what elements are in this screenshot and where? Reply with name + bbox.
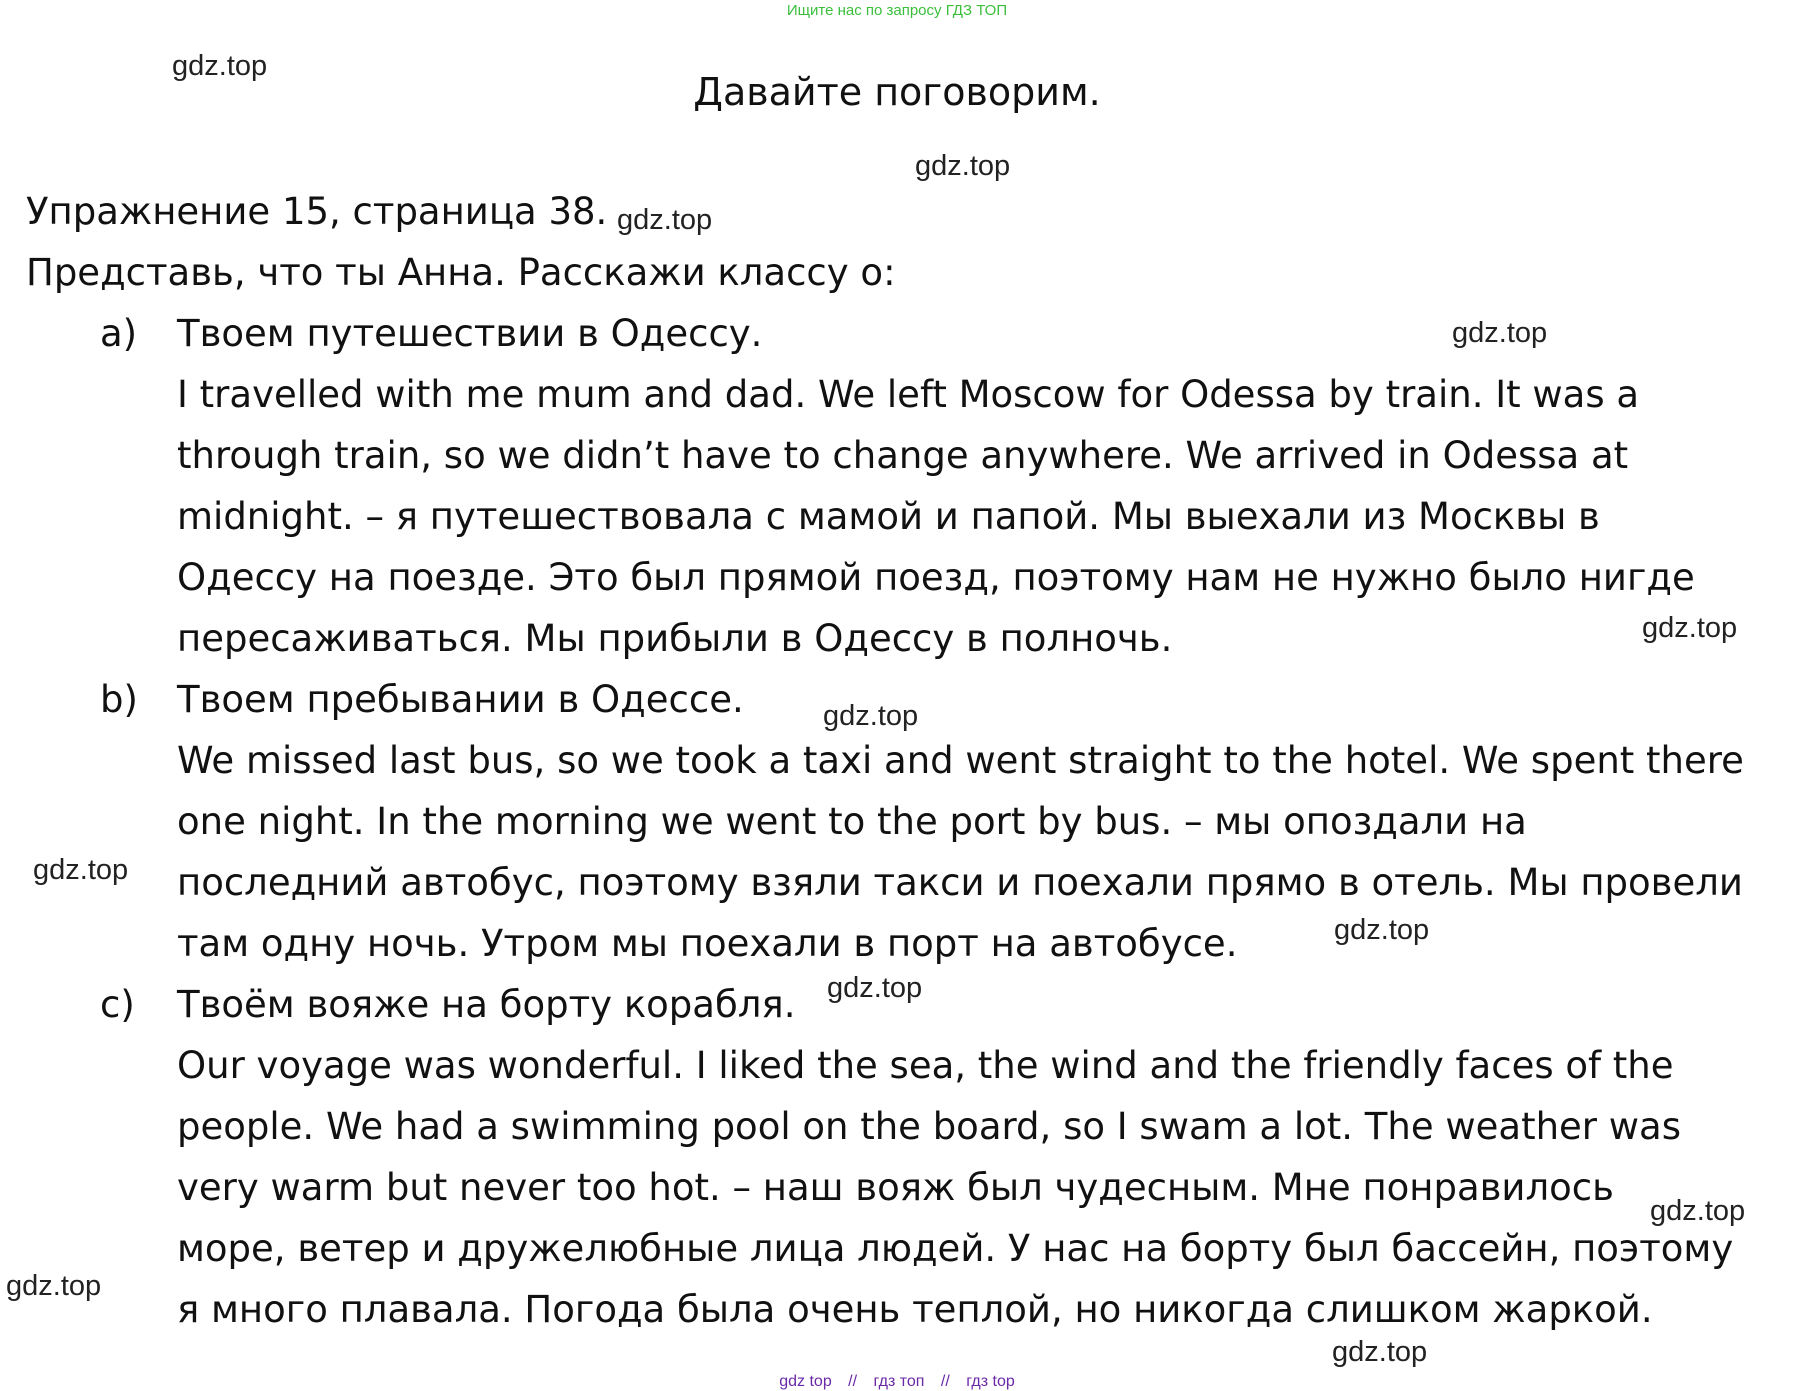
watermark: gdz.top <box>915 150 1011 182</box>
item-b-line: там одну ночь. Утром мы поехали в порт на автобусе. <box>177 922 1238 965</box>
item-a-line: midnight. – я путешествовала с мамой и папой. Мы выехали из Москвы в <box>177 495 1600 538</box>
item-a-marker: a) <box>100 312 138 355</box>
instruction-text: Представь, что ты Анна. Расскажи классу о: <box>26 251 896 294</box>
item-c-line: people. We had a swimming pool on the board, so I swam a lot. The weather was <box>177 1105 1681 1148</box>
item-c-marker: c) <box>100 983 135 1026</box>
footer-links <box>0 1373 1794 1391</box>
watermark: gdz.top <box>1642 612 1738 644</box>
watermark: gdz.top <box>617 204 713 236</box>
watermark: gdz.top <box>6 1270 102 1302</box>
item-a-line: Одессу на поезде. Это был прямой поезд, поэтому нам не нужно было нигде <box>177 556 1695 599</box>
item-c-heading: Твоём вояже на борту корабля. <box>177 983 796 1026</box>
watermark: gdz.top <box>33 854 129 886</box>
top-banner: Ищите нас по запросу ГДЗ ТОП <box>786 2 1008 19</box>
watermark: gdz.top <box>1650 1195 1746 1227</box>
item-c-line: я много плавала. Погода была очень теплой, но никогда слишком жаркой. <box>177 1288 1653 1331</box>
exercise-header: Упражнение 15, страница 38. <box>26 190 608 233</box>
item-b-heading: Твоем пребывании в Одессе. <box>177 678 744 721</box>
watermark: gdz.top <box>172 50 268 82</box>
item-a-line: пересаживаться. Мы прибыли в Одессу в полночь. <box>177 617 1173 660</box>
item-a-line: I travelled with me mum and dad. We left Moscow for Odessa by train. It was a <box>177 373 1640 416</box>
item-b-line: one night. In the morning we went to the port by bus. – мы опоздали на <box>177 800 1527 843</box>
footer-separator: // <box>940 1373 950 1390</box>
watermark: gdz.top <box>827 972 923 1004</box>
item-a-line: through train, so we didn’t have to change anywhere. We arrived in Odessa at <box>177 434 1629 477</box>
footer-link[interactable]: gdz top <box>779 1373 832 1390</box>
item-a-heading: Твоем путешествии в Одессу. <box>177 312 763 355</box>
watermark: gdz.top <box>1332 1336 1428 1368</box>
item-c-line: море, ветер и дружелюбные лица людей. У нас на борту был бассейн, поэтому <box>177 1227 1734 1270</box>
watermark: gdz.top <box>1452 317 1548 349</box>
footer-separator: // <box>848 1373 858 1390</box>
item-b-line: We missed last bus, so we took a taxi and went straight to the hotel. We spent there <box>177 739 1744 782</box>
item-c-line: Our voyage was wonderful. I liked the sea, the wind and the friendly faces of the <box>177 1044 1674 1087</box>
watermark: gdz.top <box>823 700 919 732</box>
item-b-line: последний автобус, поэтому взяли такси и поехали прямо в отель. Мы провели <box>177 861 1743 904</box>
watermark: gdz.top <box>1334 914 1430 946</box>
page-title: Давайте поговорим. <box>693 70 1101 114</box>
footer-link[interactable]: гдз топ <box>873 1373 925 1390</box>
item-b-marker: b) <box>100 678 138 721</box>
footer-link[interactable]: гдз top <box>966 1373 1015 1390</box>
item-c-line: very warm but never too hot. – наш вояж был чудесным. Мне понравилось <box>177 1166 1614 1209</box>
